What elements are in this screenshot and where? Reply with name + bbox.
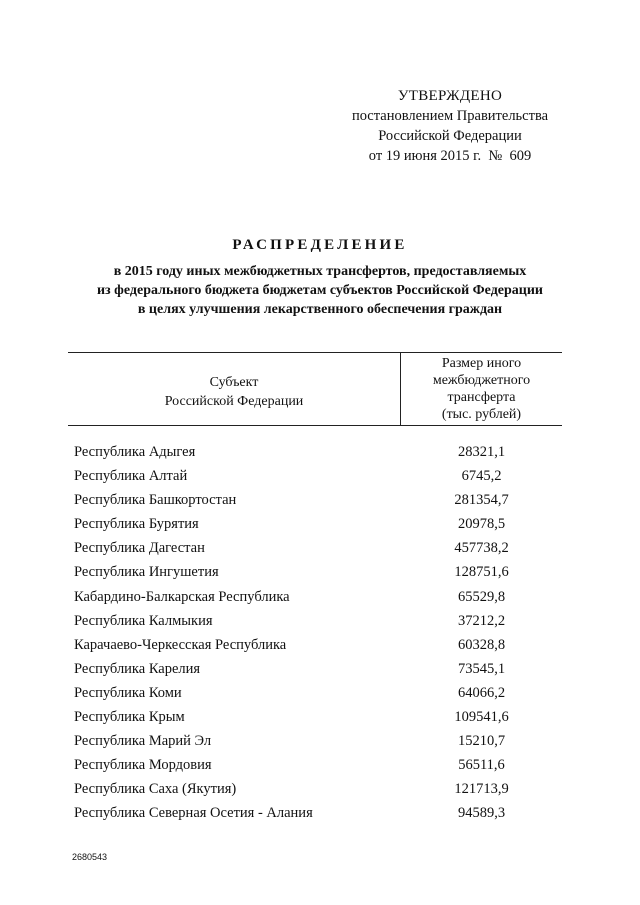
row-subject-name: Республика Коми	[74, 684, 182, 701]
header-size-line-2: межбюджетного	[432, 373, 531, 388]
row-transfer-value: 281354,7	[454, 492, 509, 509]
row-transfer-value: 6745,2	[461, 468, 502, 485]
row-subject-name: Республика Адыгея	[74, 444, 196, 460]
header-size-line-4: (тыс. рублей)	[441, 407, 522, 422]
row-transfer-value: 94589,3	[457, 805, 506, 822]
table-row	[68, 705, 562, 729]
row-subject-name: Республика Северная Осетия - Алания	[74, 805, 313, 822]
header-subject-line-2: Российской Федерации	[164, 394, 304, 409]
row-subject-name: Республика Мордовия	[74, 757, 212, 774]
row-transfer-value: 65529,8	[457, 588, 506, 605]
row-transfer-value: 64066,2	[457, 684, 506, 701]
table-body	[68, 440, 562, 826]
table-row	[68, 440, 562, 464]
row-transfer-value: 121713,9	[454, 781, 509, 798]
table-row	[68, 585, 562, 609]
document-title: РАСПРЕДЕЛЕНИЕ	[232, 237, 408, 253]
distribution-table	[68, 352, 562, 826]
header-size-line-1: Размер иного	[441, 356, 522, 371]
row-subject-name: Республика Крым	[74, 709, 185, 726]
row-subject-name: Республика Ингушетия	[74, 564, 219, 581]
document-subtitle	[30, 262, 610, 319]
table-row	[68, 560, 562, 584]
header-subject	[68, 373, 400, 411]
subtitle-line-2: из федерального бюджета бюджетам субъектов Российской Федерации	[96, 283, 543, 298]
table-row	[68, 777, 562, 801]
table-row	[68, 681, 562, 705]
subtitle-line-1: в 2015 году иных межбюджетных трансфертов, предоставляемых	[113, 264, 527, 279]
row-transfer-value: 457738,2	[454, 540, 509, 557]
table-row	[68, 464, 562, 488]
row-transfer-value: 60328,8	[457, 636, 506, 653]
table-row	[68, 801, 562, 825]
header-subject-line-1: Субъект	[209, 375, 259, 390]
header-size-line-3: трансферта	[447, 390, 516, 405]
subtitle-line-3: в целях улучшения лекарственного обеспечения граждан	[137, 302, 503, 317]
row-subject-name: Республика Бурятия	[74, 516, 199, 533]
table-row	[68, 609, 562, 633]
table-header	[68, 352, 562, 426]
document-code: 2680543	[72, 852, 108, 862]
row-transfer-value: 128751,6	[454, 564, 509, 581]
row-subject-name: Республика Калмыкия	[74, 612, 213, 629]
table-row	[68, 536, 562, 560]
row-subject-name: Кабардино-Балкарская Республика	[74, 588, 290, 605]
row-subject-name: Республика Алтай	[74, 468, 188, 485]
row-subject-name: Республика Карелия	[74, 660, 201, 677]
approval-heading: УТВЕРЖДЕНО	[397, 88, 503, 104]
approval-line-1: постановлением Правительства	[351, 108, 549, 124]
row-transfer-value: 37212,2	[457, 612, 506, 629]
row-transfer-value: 109541,6	[454, 709, 509, 726]
table-row	[68, 729, 562, 753]
row-subject-name: Республика Дагестан	[74, 540, 205, 557]
approval-block	[330, 86, 570, 166]
table-row	[68, 488, 562, 512]
row-transfer-value: 15210,7	[457, 733, 506, 750]
approval-line-2: Российской Федерации	[378, 128, 522, 144]
row-subject-name: Республика Марий Эл	[74, 733, 212, 750]
table-row	[68, 633, 562, 657]
row-subject-name: Карачаево-Черкесская Республика	[74, 636, 287, 653]
table-row	[68, 753, 562, 777]
row-subject-name: Республика Саха (Якутия)	[74, 781, 237, 798]
row-transfer-value: 56511,6	[458, 757, 505, 774]
row-subject-name: Республика Башкортостан	[74, 492, 237, 509]
row-transfer-value: 20978,5	[457, 516, 506, 533]
row-transfer-value: 73545,1	[457, 660, 506, 677]
table-row	[68, 657, 562, 681]
row-transfer-value: 28321,1	[457, 444, 506, 460]
approval-line-3: от 19 июня 2015 г. № 609	[368, 148, 532, 164]
table-row	[68, 512, 562, 536]
header-size	[401, 355, 562, 423]
